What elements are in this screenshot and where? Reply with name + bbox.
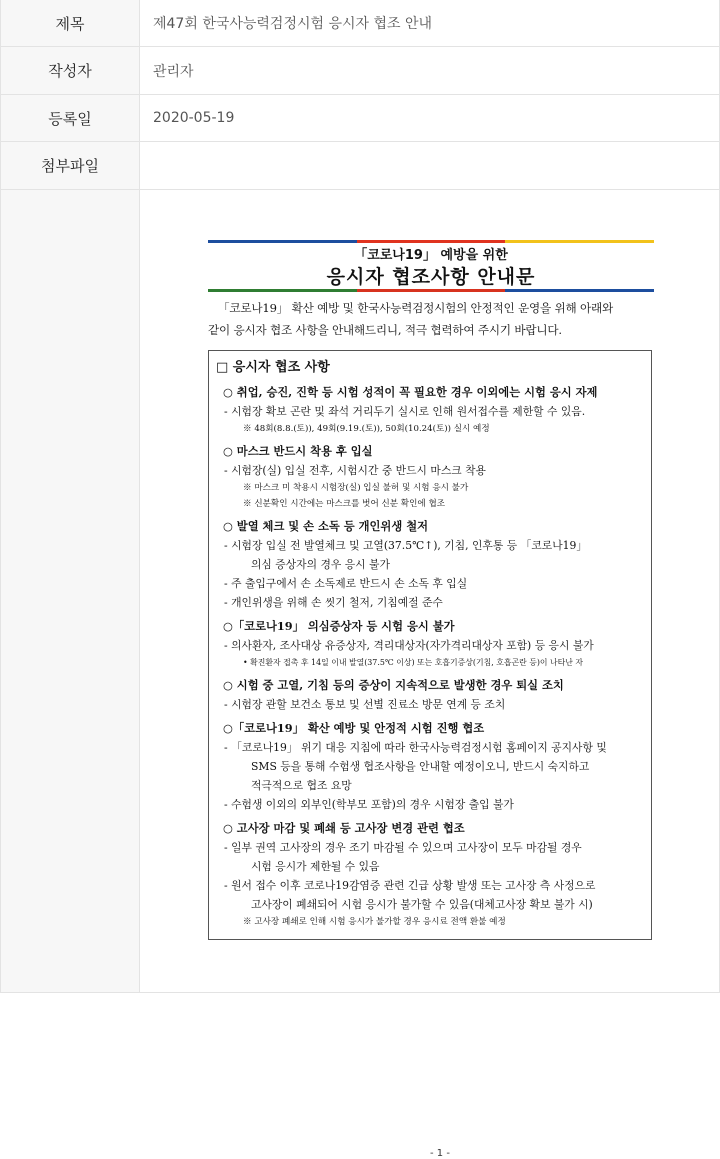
box-title: □ 응시자 협조 사항 — [216, 360, 330, 375]
post-date: 2020-05-19 — [140, 95, 720, 142]
post-author: 관리자 — [140, 47, 720, 95]
section-heading: ○ 발열 체크 및 손 소독 등 개인위생 철저 — [223, 519, 429, 533]
title-label: 제목 — [1, 0, 140, 47]
notice-banner — [208, 240, 654, 290]
section-item: - 수험생 이외의 외부인(학부모 포함)의 경우 시험장 출입 불가 — [224, 798, 514, 811]
section-6 — [209, 719, 651, 814]
section-item-cont: 적극적으로 협조 요망 — [251, 779, 352, 792]
banner-bottom-bar — [208, 289, 654, 292]
section-heading: ○ 취업, 승진, 진학 등 시험 성적이 꼭 필요한 경우 이외에는 시험 응시 자제 — [223, 385, 598, 399]
page-number: - 1 - — [430, 1148, 450, 1159]
section-3 — [209, 517, 651, 612]
section-item: - 시험장 입실 전 발열체크 및 고열(37.5℃↑), 기침, 인후통 등 「코로나19」 — [224, 539, 588, 552]
section-heading: ○ 시험 중 고열, 기침 등의 증상이 지속적으로 발생한 경우 퇴실 조치 — [223, 678, 564, 692]
section-heading: ○「코로나19」 의심증상자 등 시험 응시 불가 — [223, 619, 455, 633]
section-5 — [209, 676, 651, 714]
banner-title: 응시자 협조사항 안내문 — [326, 266, 536, 288]
section-item: - 시험장 확보 곤란 및 좌석 거리두기 실시로 인해 원서접수를 제한할 수 있음. — [224, 405, 586, 418]
attachment-list[interactable] — [140, 142, 720, 190]
section-7 — [209, 819, 651, 930]
section-note: ※ 48회(8.8.(토)), 49회(9.19.(토)), 50회(10.24(토)) 실시 예정 — [243, 424, 490, 434]
section-note: • 확진환자 접촉 후 14일 이내 발열(37.5℃ 이상) 또는 호흡기증상(기침, 호흡곤란 등)이 나타난 자 — [243, 658, 584, 667]
section-note: ※ 신분확인 시간에는 마스크를 벗어 신분 확인에 협조 — [243, 499, 446, 509]
section-4 — [209, 617, 651, 671]
cooperation-box — [208, 350, 652, 940]
post-title: 제47회 한국사능력검정시험 응시자 협조 안내 — [140, 0, 720, 47]
section-item-cont: 시험 응시가 제한될 수 있음 — [251, 860, 380, 873]
section-item: - 일부 권역 고사장의 경우 조기 마감될 수 있으며 고사장이 모두 마감될 경우 — [224, 841, 582, 854]
intro-line: 같이 응시자 협조 사항을 안내해드리니, 적극 협력하여 주시기 바랍니다. — [208, 323, 562, 337]
post-content — [140, 190, 720, 1159]
section-item-cont: SMS 등을 통해 수험생 협조사항을 안내할 예정이오니, 반드시 숙지하고 — [251, 760, 590, 773]
section-heading: ○「코로나19」 확산 예방 및 안정적 시험 진행 협조 — [223, 721, 485, 735]
section-note: ※ 마스크 미 착용시 시험장(실) 입실 불허 및 시험 응시 불가 — [243, 483, 469, 493]
section-item: - 주 출입구에서 손 소독제로 반드시 손 소독 후 입실 — [224, 577, 468, 590]
section-item: - 「코로나19」 위기 대응 지침에 따라 한국사능력검정시험 홈페이지 공지사항 및 — [224, 741, 607, 754]
author-label: 작성자 — [1, 47, 140, 95]
section-heading: ○ 마스크 반드시 착용 후 입실 — [223, 444, 373, 458]
banner-subtitle: 「코로나19」 예방을 위한 — [354, 248, 508, 263]
section-heading: ○ 고사장 마감 및 폐쇄 등 고사장 변경 관련 협조 — [223, 821, 465, 835]
banner-top-bar — [208, 240, 654, 243]
intro-paragraph — [208, 297, 656, 341]
section-2 — [209, 442, 651, 512]
section-item: - 시험장(실) 입실 전후, 시험시간 중 반드시 마스크 착용 — [224, 464, 486, 477]
notice-image — [208, 240, 656, 940]
attachment-label: 첨부파일 — [1, 142, 140, 190]
date-label: 등록일 — [1, 95, 140, 142]
section-1 — [209, 383, 651, 437]
content-label-cell — [1, 190, 140, 993]
section-item: - 시험장 관할 보건소 통보 및 선별 진료소 방문 연계 등 조치 — [224, 698, 506, 711]
section-item: - 원서 접수 이후 코로나19감염증 관련 긴급 상황 발생 또는 고사장 측 사정으로 — [224, 879, 596, 892]
section-note: ※ 고사장 폐쇄로 인해 시험 응시가 불가할 경우 응시료 전액 환불 예정 — [243, 917, 506, 927]
section-item-cont: 의심 증상자의 경우 응시 불가 — [251, 558, 390, 571]
section-item-cont: 고사장이 폐쇄되어 시험 응시가 불가할 수 있음(대체고사장 확보 불가 시) — [251, 898, 593, 911]
section-item: - 개인위생을 위해 손 씻기 철저, 기침예절 준수 — [224, 596, 443, 609]
intro-line: 「코로나19」 확산 예방 및 한국사능력검정시험의 안정적인 운영을 위해 아래와 — [218, 301, 614, 315]
section-item: - 의사환자, 조사대상 유증상자, 격리대상자(자가격리대상자 포함) 등 응시 불가 — [224, 639, 594, 652]
